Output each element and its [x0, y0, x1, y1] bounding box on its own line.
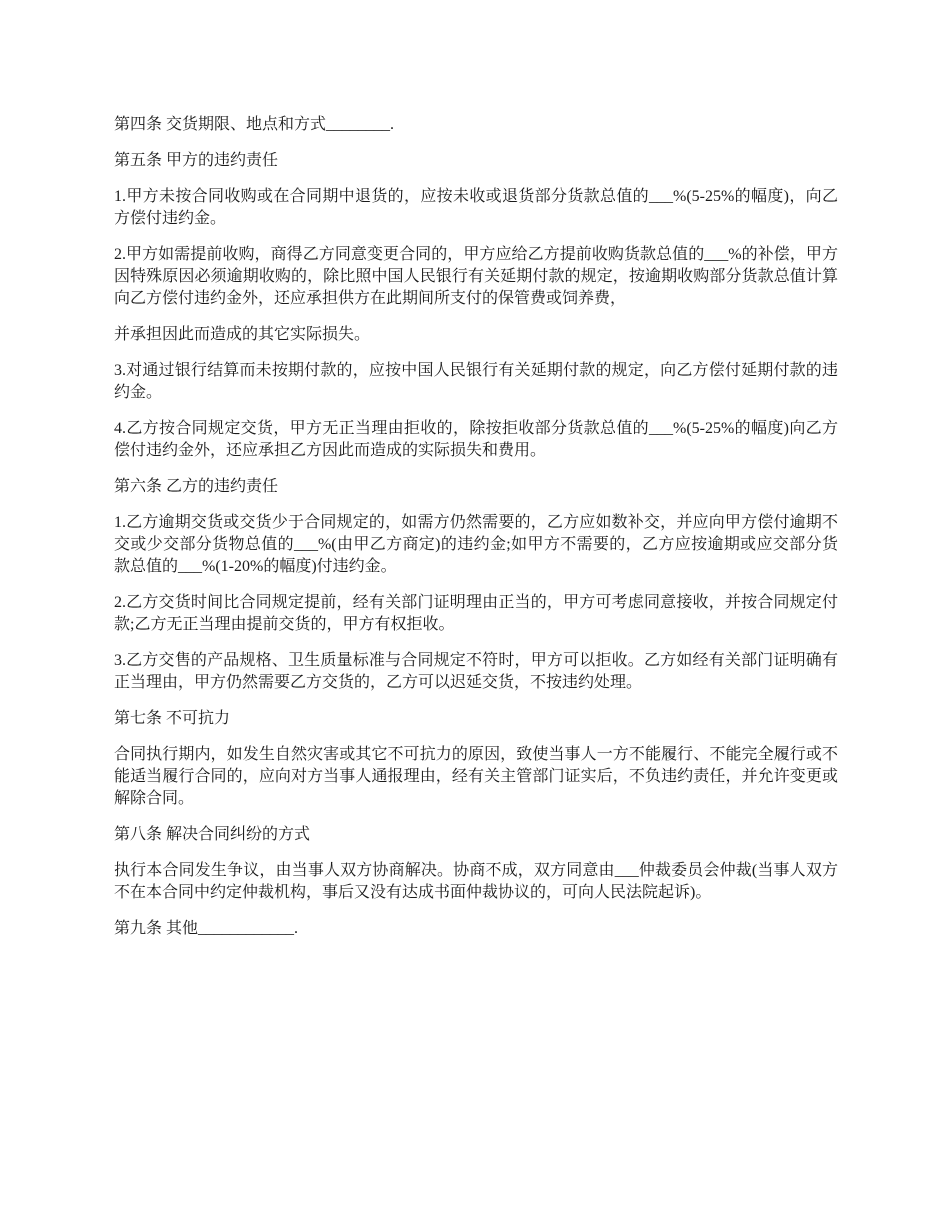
article-5-heading: 第五条 甲方的违约责任 [114, 152, 279, 169]
article-6-clause-1: 1.乙方逾期交货或交货少于合同规定的，如需方仍然需要的，乙方应如数补交，并应向甲方偿付逾期不交或少交部分货物总值的___%(由甲乙方商定)的违约金;如甲方不需要的，乙方应按逾期或应交部分货款总值的___%(1-20%的幅度)付违约金。 [114, 514, 838, 575]
article-6-clause-3: 3.乙方交售的产品规格、卫生质量标准与合同规定不符时，甲方可以拒收。乙方如经有关部门证明确有正当理由，甲方仍然需要乙方交货的，乙方可以迟延交货，不按违约处理。 [114, 652, 838, 691]
article-5-clause-3: 3.对通过银行结算而未按期付款的，应按中国人民银行有关延期付款的规定，向乙方偿付延期付款的违约金。 [114, 362, 838, 401]
article-8-body: 执行本合同发生争议，由当事人双方协商解决。协商不成，双方同意由___仲裁委员会仲裁(当事人双方不在本合同中约定仲裁机构，事后又没有达成书面仲裁协议的，可向人民法院起诉)。 [114, 862, 838, 901]
article-5-clause-4: 4.乙方按合同规定交货，甲方无正当理由拒收的，除按拒收部分货款总值的___%(5-25%的幅度)向乙方偿付违约金外，还应承担乙方因此而造成的实际损失和费用。 [114, 420, 838, 459]
article-5-clause-2-continued: 并承担因此而造成的其它实际损失。 [114, 326, 371, 343]
article-4-heading: 第四条 交货期限、地点和方式________. [114, 116, 395, 133]
document-body [114, 114, 838, 954]
article-5-clause-1: 1.甲方未按合同收购或在合同期中退货的，应按未收或退货部分货款总值的___%(5-25%的幅度)，向乙方偿付违约金。 [114, 188, 838, 227]
article-6-clause-2: 2.乙方交货时间比合同规定提前，经有关部门证明理由正当的，甲方可考虑同意接收，并按合同规定付款;乙方无正当理由提前交货的，甲方有权拒收。 [114, 594, 838, 633]
article-6-heading: 第六条 乙方的违约责任 [114, 478, 279, 495]
article-7-heading: 第七条 不可抗力 [114, 710, 231, 727]
article-8-heading: 第八条 解决合同纠纷的方式 [114, 826, 311, 843]
article-7-body: 合同执行期内，如发生自然灾害或其它不可抗力的原因，致使当事人一方不能履行、不能完全履行或不能适当履行合同的，应向对方当事人通报理由，经有关主管部门证实后，不负违约责任，并允许变更或解除合同。 [114, 746, 838, 807]
article-5-clause-2: 2.甲方如需提前收购，商得乙方同意变更合同的，甲方应给乙方提前收购货款总值的___%的补偿，甲方因特殊原因必须逾期收购的，除比照中国人民银行有关延期付款的规定，按逾期收购部分货款总值计算向乙方偿付违约金外，还应承担供方在此期间所支付的保管费或饲养费， [114, 246, 838, 307]
article-9-heading: 第九条 其他____________. [114, 920, 299, 937]
